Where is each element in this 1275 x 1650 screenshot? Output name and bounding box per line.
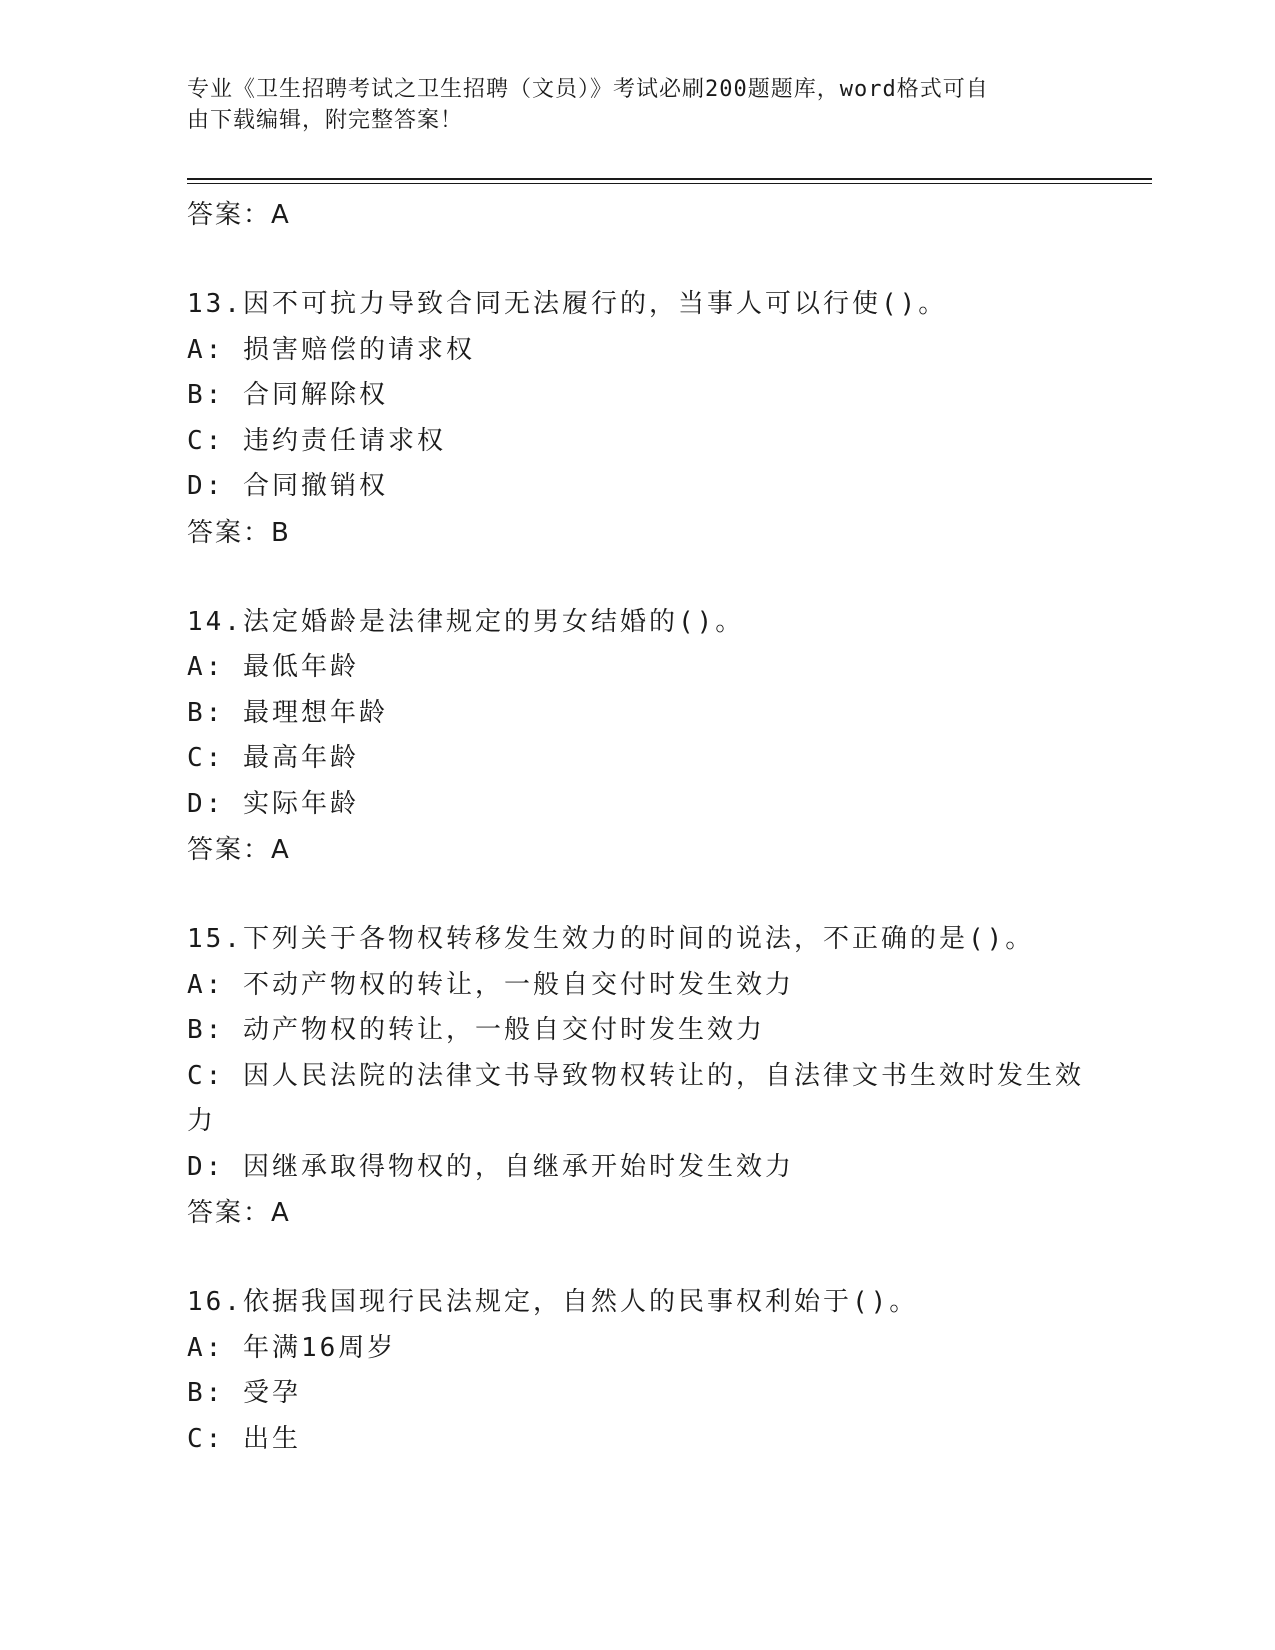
option-c: C: 最高年龄 bbox=[187, 743, 359, 773]
header-rule-thick bbox=[187, 178, 1152, 180]
question-stem: 13.因不可抗力导致合同无法履行的，当事人可以行使()。 bbox=[187, 289, 948, 319]
option-b: B: 受孕 bbox=[187, 1378, 301, 1408]
option-a: A: 损害赔偿的请求权 bbox=[187, 334, 475, 365]
header-rule-thin bbox=[187, 183, 1152, 184]
option-d: D: 合同撤销权 bbox=[187, 471, 388, 501]
option-a: A: 最低年龄 bbox=[187, 652, 359, 682]
document-header bbox=[187, 74, 1067, 136]
option-b: B: 最理想年龄 bbox=[187, 697, 388, 728]
answer-line: 答案：A bbox=[187, 835, 291, 865]
option-b: B: 动产物权的转让，一般自交付时发生效力 bbox=[187, 1015, 765, 1045]
question-16 bbox=[187, 1280, 1087, 1462]
question-15 bbox=[187, 917, 1087, 1236]
option-c: C: 违约责任请求权 bbox=[187, 425, 446, 456]
question-stem: 16.依据我国现行民法规定，自然人的民事权利始于()。 bbox=[187, 1287, 919, 1317]
question-stem: 15.下列关于各物权转移发生效力的时间的说法，不正确的是()。 bbox=[187, 924, 1035, 954]
option-d: D: 实际年龄 bbox=[187, 788, 359, 819]
option-c: C: 因人民法院的法律文书导致物权转让的，自法律文书生效时发生效力 bbox=[187, 1060, 1084, 1136]
question-14 bbox=[187, 600, 1087, 874]
option-a: A: 不动产物权的转让，一般自交付时发生效力 bbox=[187, 969, 794, 1000]
question-13 bbox=[187, 282, 1087, 556]
header-line-1: 专业《卫生招聘考试之卫生招聘（文员）》考试必刷200题题库，word格式可自 bbox=[187, 77, 989, 102]
answer-line: 答案：A bbox=[187, 1198, 291, 1228]
question-stem: 14.法定婚龄是法律规定的男女结婚的()。 bbox=[187, 606, 745, 637]
option-a: A: 年满16周岁 bbox=[187, 1332, 397, 1363]
question-list bbox=[187, 192, 1087, 1462]
header-line-2: 由下载编辑，附完整答案！ bbox=[187, 108, 464, 133]
option-d: D: 因继承取得物权的，自继承开始时发生效力 bbox=[187, 1151, 794, 1182]
answer-line: 答案：B bbox=[187, 517, 291, 548]
option-c: C: 出生 bbox=[187, 1423, 301, 1454]
answer-line: 答案：A bbox=[187, 200, 291, 230]
option-b: B: 合同解除权 bbox=[187, 380, 388, 410]
